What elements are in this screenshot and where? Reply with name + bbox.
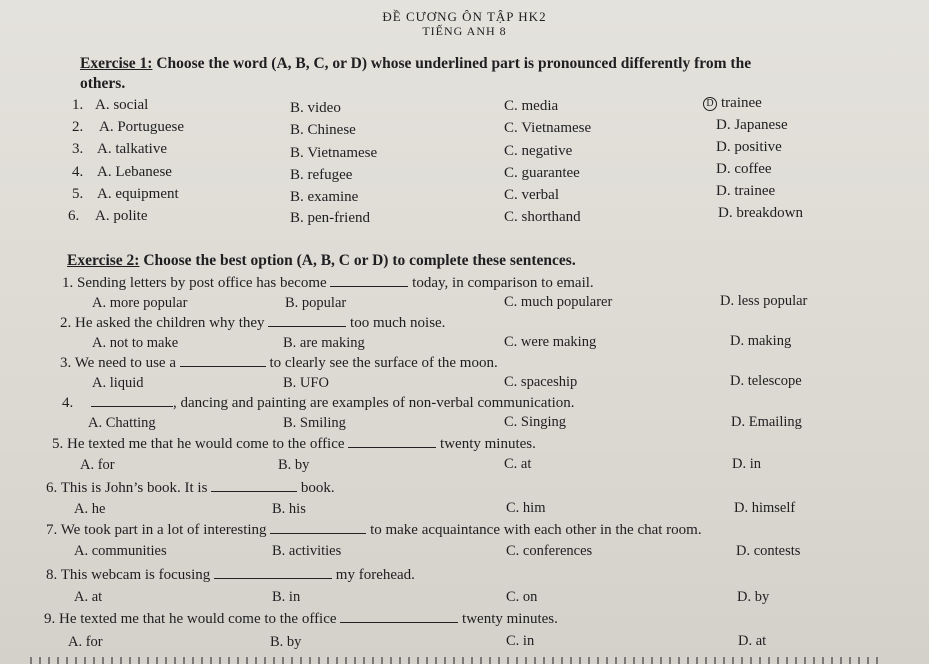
exercise1-instruction-line1: Choose the word (A, B, C, or D) whose underlined part is pronounced differently from the [156, 55, 752, 72]
exercise2-label: Exercise 2: [67, 252, 140, 269]
exercise1-row-3 [72, 141, 167, 158]
question-9 [44, 611, 558, 628]
question-number: 1. [72, 97, 84, 113]
option-a: A. Lebanese [97, 164, 172, 180]
option-a: A. social [95, 97, 149, 113]
option-b: B. video [290, 100, 341, 116]
option-c: C. guarantee [504, 165, 580, 181]
answer-circle-icon: D [703, 97, 717, 111]
option-b: B. Smiling [283, 415, 346, 431]
option-c: C. negative [504, 143, 573, 159]
option-b: B. his [272, 501, 306, 517]
option-c: C. were making [504, 334, 597, 350]
exercise2-instruction-text: Choose the best option (A, B, C or D) to complete these sentences. [143, 252, 576, 269]
worksheet-subtitle: TIẾNG ANH 8 [422, 24, 507, 38]
question-number: 6. [68, 208, 80, 224]
answer-blank [180, 365, 266, 367]
option-a: A. Chatting [88, 415, 156, 431]
option-c: C. spaceship [504, 374, 578, 390]
option-d: D. in [732, 456, 761, 472]
option-a: A. communities [74, 543, 167, 559]
option-b: B. refugee [290, 167, 353, 183]
question-number: 4. [72, 164, 84, 180]
option-d: D. himself [734, 500, 796, 516]
answer-blank [91, 405, 173, 407]
question-text-post: too much noise. [350, 315, 446, 331]
question-text-post: my forehead. [335, 567, 415, 583]
question-8 [46, 567, 415, 584]
option-d: D. positive [716, 139, 782, 155]
question-number: 3. [72, 141, 84, 157]
answer-blank [340, 621, 458, 623]
answer-blank [211, 490, 297, 492]
question-text-pre: 5. He texted me that he would come to the office [52, 436, 345, 452]
option-b: B. pen-friend [290, 210, 370, 226]
question-1 [62, 275, 594, 292]
option-b: B. by [270, 634, 302, 650]
option-b: B. Chinese [290, 122, 356, 138]
option-a: A. more popular [92, 295, 188, 311]
option-a: A. at [74, 589, 103, 605]
option-c: C. much popularer [504, 294, 613, 310]
option-b: B. are making [283, 335, 365, 351]
option-c: C. Singing [504, 414, 567, 430]
option-c: C. on [506, 589, 538, 605]
option-d: D. telescope [730, 373, 802, 389]
option-a: A. for [80, 457, 115, 473]
question-3 [60, 355, 498, 372]
exercise1-row-5 [72, 186, 179, 203]
question-number: 2. [72, 119, 84, 135]
option-d: D. trainee [716, 183, 776, 199]
exercise2-instruction [67, 252, 576, 270]
option-c: C. in [506, 633, 535, 649]
option-a: A. liquid [92, 375, 144, 391]
option-d: D. less popular [720, 293, 808, 309]
exercise1-row-1 [72, 97, 148, 114]
question-2 [60, 315, 445, 332]
question-text-post: , dancing and painting are examples of non-verbal communication. [173, 395, 575, 411]
option-c: C. conferences [506, 543, 593, 559]
option-a: A. polite [95, 208, 148, 224]
worksheet-title: ĐỀ CƯƠNG ÔN TẬP HK2 [382, 9, 547, 24]
option-a: A. talkative [97, 141, 167, 157]
question-4 [62, 395, 575, 412]
answer-blank [214, 577, 332, 579]
question-number: 5. [72, 186, 84, 202]
option-c: C. shorthand [504, 209, 581, 225]
option-a: A. not to make [92, 335, 179, 351]
exercise1-row-4 [72, 164, 172, 181]
option-a: A. for [68, 634, 103, 650]
option-d: D. making [730, 333, 792, 349]
exercise1-row-6 [68, 208, 148, 225]
option-d: D. contests [736, 543, 801, 559]
question-text-pre: 8. This webcam is focusing [46, 567, 211, 583]
question-text-pre: 3. We need to use a [60, 355, 176, 371]
option-b: B. by [278, 457, 310, 473]
option-c: C. verbal [504, 187, 559, 203]
option-d: D. Japanese [716, 117, 788, 133]
answer-blank [268, 325, 346, 327]
question-text-post: today, in comparison to email. [412, 275, 594, 291]
option-a: A. equipment [97, 186, 179, 202]
exercise1-instruction [80, 55, 751, 73]
question-6 [46, 480, 335, 497]
question-5 [52, 436, 536, 453]
option-b: B. Vietnamese [290, 145, 378, 161]
question-text-pre: 1. Sending letters by post office has become [62, 275, 327, 291]
answer-blank [330, 285, 408, 287]
option-d: trainee [721, 95, 762, 111]
question-text-pre: 9. He texted me that he would come to the office [44, 611, 337, 627]
exercise1-instruction-line2: others. [80, 75, 126, 92]
option-d: D. coffee [716, 161, 772, 177]
option-c: C. media [504, 98, 559, 114]
option-d-circled [703, 95, 762, 112]
question-text-pre: 2. He asked the children why they [60, 315, 265, 331]
option-b: B. in [272, 589, 301, 605]
exercise1-row-2 [72, 119, 184, 136]
option-a: A. he [74, 501, 106, 517]
exercise1-label: Exercise 1: [80, 55, 153, 72]
option-a: A. Portuguese [99, 119, 184, 135]
question-text-pre: 7. We took part in a lot of interesting [46, 522, 267, 538]
option-d: D. by [737, 589, 770, 605]
answer-blank [270, 532, 366, 534]
option-c: C. Vietnamese [504, 120, 592, 136]
cropped-next-line [30, 657, 880, 664]
question-text-post: to clearly see the surface of the moon. [269, 355, 498, 371]
option-d: D. breakdown [718, 205, 803, 221]
question-text-post: twenty minutes. [440, 436, 536, 452]
option-d: D. Emailing [731, 414, 802, 430]
option-b: B. examine [290, 189, 359, 205]
option-b: B. UFO [283, 375, 329, 391]
question-text-pre: 6. This is John’s book. It is [46, 480, 208, 496]
option-c: C. at [504, 456, 532, 472]
question-text-pre: 4. [62, 395, 74, 411]
question-text-post: twenty minutes. [462, 611, 558, 627]
option-b: B. activities [272, 543, 342, 559]
question-7 [46, 522, 702, 539]
answer-blank [348, 446, 436, 448]
question-text-post: to make acquaintance with each other in the chat room. [370, 522, 702, 538]
option-d: D. at [738, 633, 767, 649]
option-b: B. popular [285, 295, 347, 311]
option-c: C. him [506, 500, 546, 516]
question-text-post: book. [300, 480, 335, 496]
